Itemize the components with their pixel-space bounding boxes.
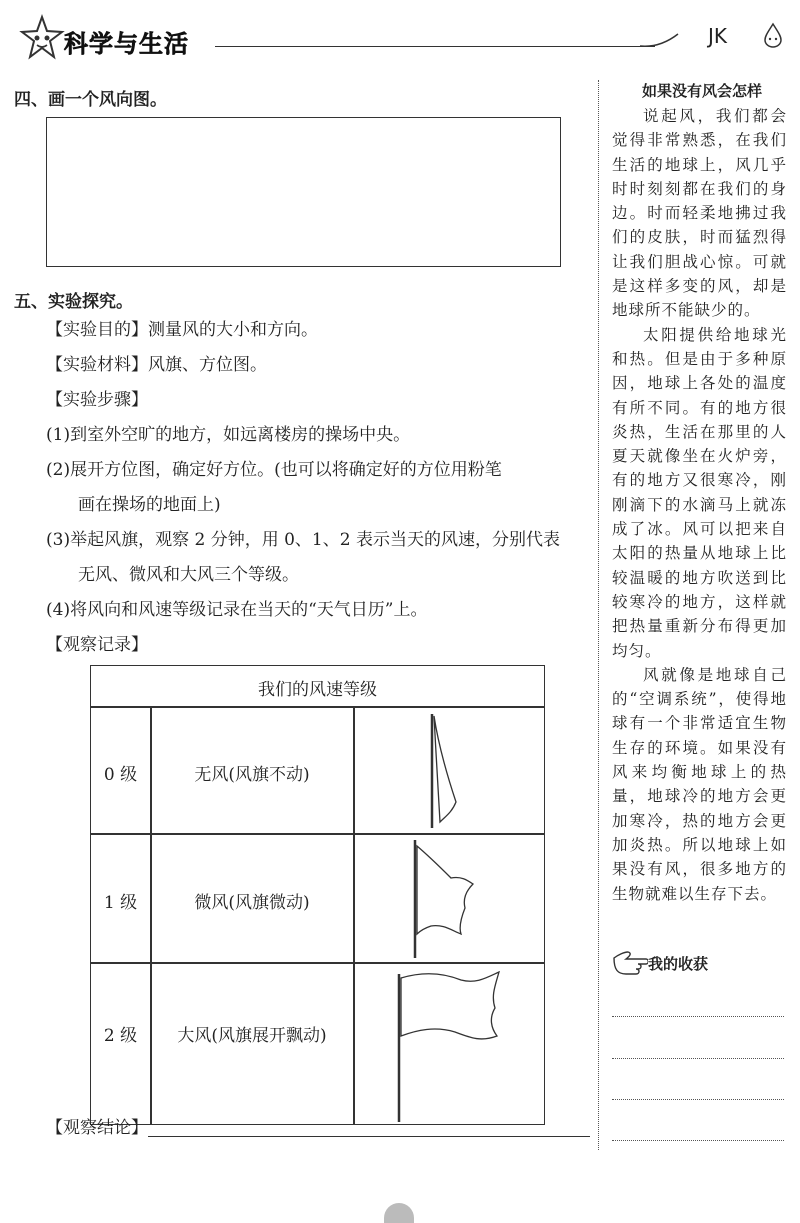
header-curve-decoration bbox=[640, 30, 680, 50]
table-header-rule bbox=[91, 706, 544, 708]
experiment-purpose: 【实验目的】测量风的大小和方向。 bbox=[46, 320, 318, 340]
description-cell: 大风(风旗展开飘动) bbox=[177, 1026, 327, 1046]
sidebar-paragraph: 太阳提供给地球光和热。但是由于多种原因，地球上各处的温度有所不同。有的地方很炎热，生活在那里的人夏天就像坐在火炉旁，有的地方又很寒冷，刚刚滴下的水滴马上就冻成了冰。风可以把来自太阳的热量从地球上比较温暖的地方吹送到比较寒冷的地方，这样就把热量重新分布得更加均匀。 bbox=[612, 325, 787, 660]
my-harvest-label: 我的收获 bbox=[648, 955, 709, 973]
sidebar-title: 如果没有风会怎样 bbox=[641, 82, 762, 100]
table-header: 我们的风速等级 bbox=[258, 680, 377, 700]
observation-record-label: 【观察记录】 bbox=[46, 635, 148, 655]
step-2-continued: 画在操场的地面上) bbox=[78, 495, 221, 515]
sidebar-paragraph: 说起风，我们都会觉得非常熟悉，在我们生活的地球上，风几乎时时刻刻都在我们的身边。时而轻柔地拂过我们的皮肤，时而猛烈得让我们胆战心惊。可就是这样多变的风，却是地球所不能缺少的。 bbox=[612, 107, 787, 320]
table-row-rule bbox=[91, 833, 544, 835]
table-row-rule bbox=[91, 962, 544, 964]
level-cell: 1 级 bbox=[103, 893, 138, 913]
header-rule bbox=[215, 46, 655, 47]
pointing-hand-icon bbox=[610, 950, 648, 980]
sidebar-article bbox=[612, 104, 787, 906]
sidebar-divider bbox=[598, 80, 599, 1150]
step-4: (4)将风向和风速等级记录在当天的“天气日历”上。 bbox=[46, 600, 428, 620]
flying-flag-icon bbox=[391, 968, 511, 1124]
harvest-answer-line[interactable] bbox=[612, 1016, 784, 1017]
drop-icon bbox=[762, 22, 784, 52]
harvest-answer-line[interactable] bbox=[612, 1140, 784, 1141]
page-tab-decoration bbox=[384, 1203, 414, 1223]
section-5-title: 五、实验探究。 bbox=[14, 292, 133, 312]
limp-flag-icon bbox=[416, 712, 476, 830]
step-3-continued: 无风、微风和大风三个等级。 bbox=[78, 565, 299, 585]
header-code: JK bbox=[708, 24, 728, 48]
description-cell: 微风(风旗微动) bbox=[194, 893, 310, 913]
step-2: (2)展开方位图，确定好方位。(也可以将确定好的方位用粉笔 bbox=[46, 460, 502, 480]
wind-speed-table bbox=[90, 665, 545, 1125]
section-4-title: 四、画一个风向图。 bbox=[14, 90, 167, 110]
table-col-rule bbox=[353, 706, 355, 1124]
experiment-materials: 【实验材料】风旗、方位图。 bbox=[46, 355, 267, 375]
mascot-star-logo bbox=[18, 14, 66, 66]
description-cell: 无风(风旗不动) bbox=[194, 765, 310, 785]
header-title: 科学与生活 bbox=[64, 30, 189, 58]
harvest-answer-line[interactable] bbox=[612, 1058, 784, 1059]
observation-conclusion-label: 【观察结论】 bbox=[46, 1118, 148, 1138]
wind-direction-drawing-box[interactable] bbox=[46, 117, 561, 267]
level-cell: 2 级 bbox=[103, 1026, 138, 1046]
harvest-answer-line[interactable] bbox=[612, 1099, 784, 1100]
waving-flag-icon bbox=[401, 838, 491, 960]
level-cell: 0 级 bbox=[103, 765, 138, 785]
step-3: (3)举起风旗，观察 2 分钟，用 0、1、2 表示当天的风速，分别代表 bbox=[46, 530, 560, 550]
sidebar-paragraph: 风就像是地球自己的“空调系统”，使得地球有一个非常适宜生物生存的环境。如果没有风来均衡地球上的热量，地球冷的地方会更加寒冷，热的地方会更加炎热。所以地球上如果没有风，很多地方的生物就难以生存下去。 bbox=[612, 665, 787, 903]
step-1: (1)到室外空旷的地方，如远离楼房的操场中央。 bbox=[46, 425, 411, 445]
experiment-steps-label: 【实验步骤】 bbox=[46, 390, 148, 410]
conclusion-answer-line[interactable] bbox=[148, 1136, 590, 1137]
